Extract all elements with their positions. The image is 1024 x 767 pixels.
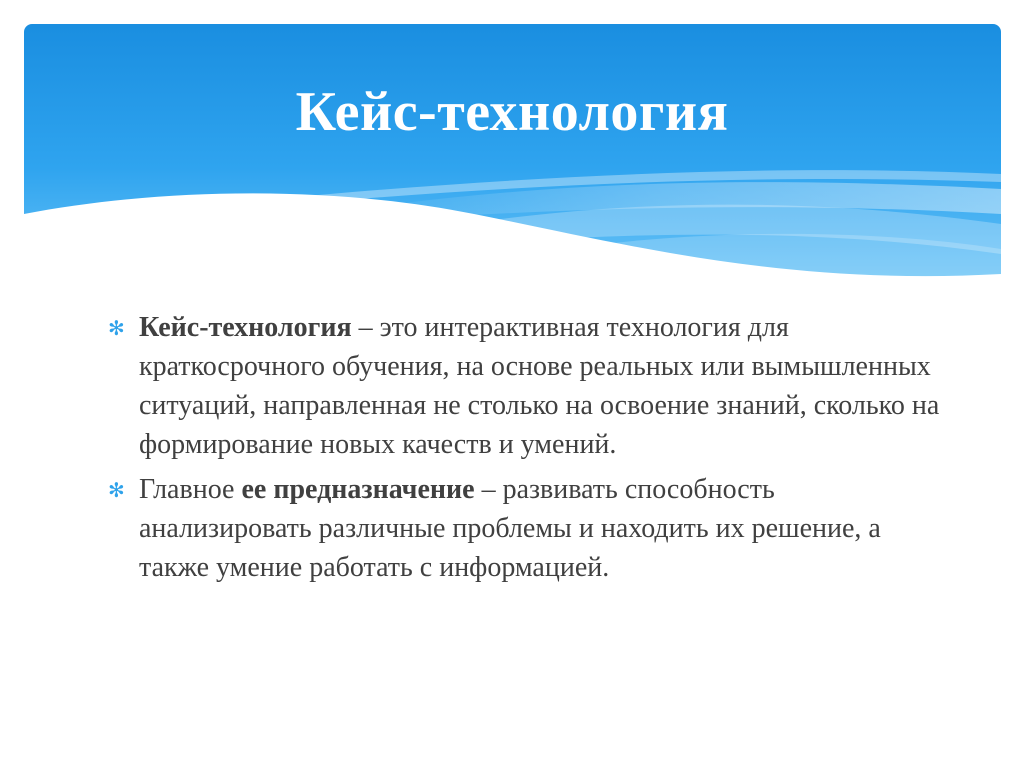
bullet-bold-term: ее предназначение	[241, 474, 475, 505]
bullet-text-lead: Главное	[139, 474, 242, 505]
bullet-text: – это интерактивная технология для краткосрочного обучения, на основе реальных или вымышленных ситуаций, направленная не столько на освоение знаний, сколько на формирование новых качеств и умений.	[139, 312, 940, 460]
bullet-list	[108, 308, 948, 593]
list-item	[108, 470, 948, 587]
bullet-bold-term: Кейс-технология	[139, 312, 352, 343]
bullet-text: – развивать способность анализировать различные проблемы и находить их решение, а также умение работать с информацией.	[139, 474, 881, 583]
list-item	[108, 308, 948, 464]
asterisk-icon: ✻	[108, 316, 125, 340]
asterisk-icon: ✻	[108, 478, 125, 502]
wave-background	[24, 24, 1001, 286]
header-banner	[24, 24, 1001, 286]
page-title: Кейс-технология	[295, 81, 729, 143]
